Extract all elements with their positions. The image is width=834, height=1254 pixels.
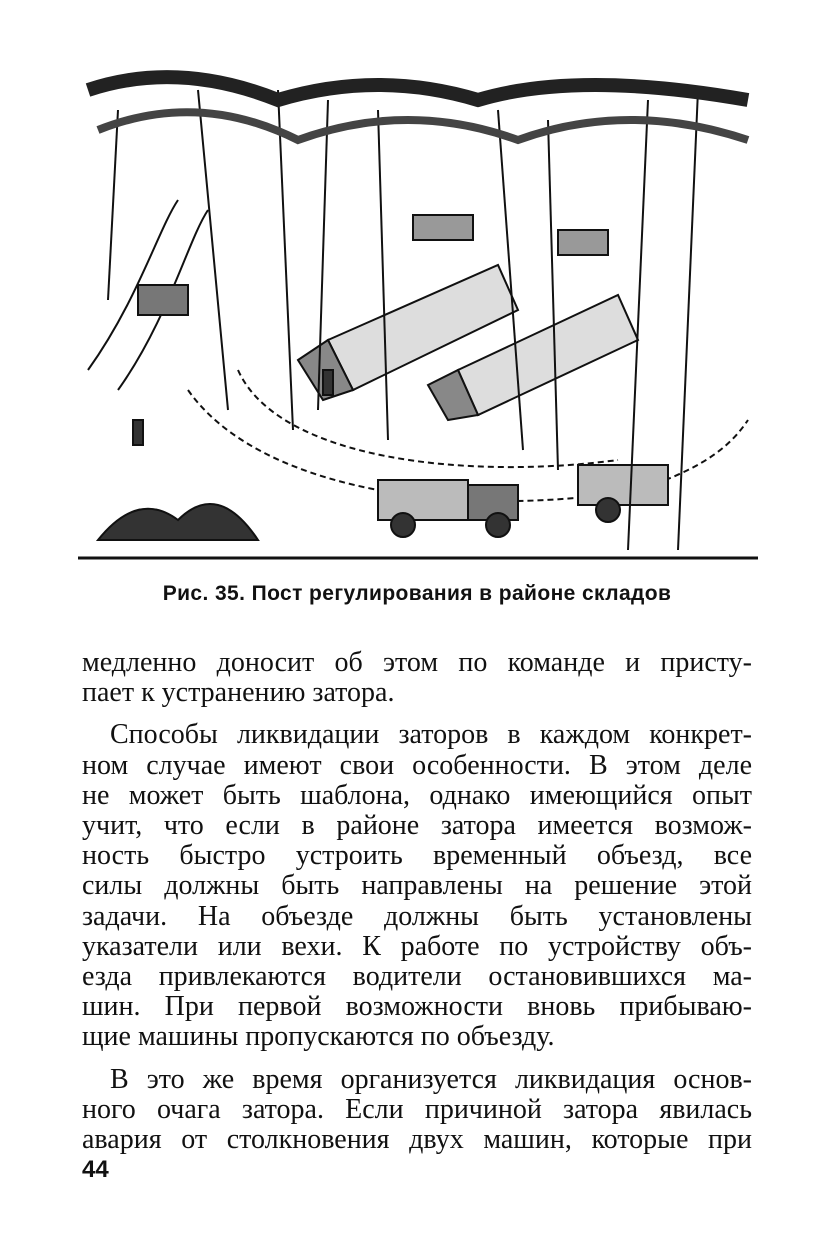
paragraph (82, 648, 752, 708)
text-line: задачи. На объезде должны быть установлены (82, 900, 752, 932)
paragraph (82, 720, 752, 1052)
text-line: ном случае имеют свои особенности. В этом деле (82, 749, 752, 781)
text-line: авария от столкновения двух машин, которые при (82, 1124, 752, 1156)
body-text (82, 648, 752, 1167)
illustration-depot-checkpoint (78, 70, 758, 565)
text-line: указатели или вехи. К работе по устройству объ- (82, 930, 752, 962)
text-line: В это же время организуется ликвидация основ- (110, 1063, 752, 1095)
text-line: учит, что если в районе затора имеется возмож- (82, 810, 752, 842)
text-line: медленно доносит об этом по команде и присту- (82, 647, 752, 678)
text-line: силы должны быть направлены на решение этой (82, 870, 752, 902)
text-line: не может быть шаблона, однако имеющийся опыт (82, 779, 752, 811)
text-line: щие машины пропускаются по объезду. (82, 1021, 555, 1053)
text-line: шин. При первой возможности вновь прибываю- (82, 991, 752, 1023)
text-line: ность быстро устроить временный объезд, все (82, 840, 752, 872)
text-line: пает к устранению затора. (82, 677, 395, 709)
figure-caption: Рис. 35. Пост регулирования в районе складов (162, 582, 672, 605)
text-line: ного очага затора. Если причиной затора явилась (82, 1093, 752, 1125)
text-line: Способы ликвидации заторов в каждом конкрет- (110, 719, 752, 751)
page-number: 44 (82, 1156, 109, 1183)
text-line: езда привлекаются водители остановившихся ма- (82, 961, 752, 993)
paragraph (82, 1065, 752, 1156)
